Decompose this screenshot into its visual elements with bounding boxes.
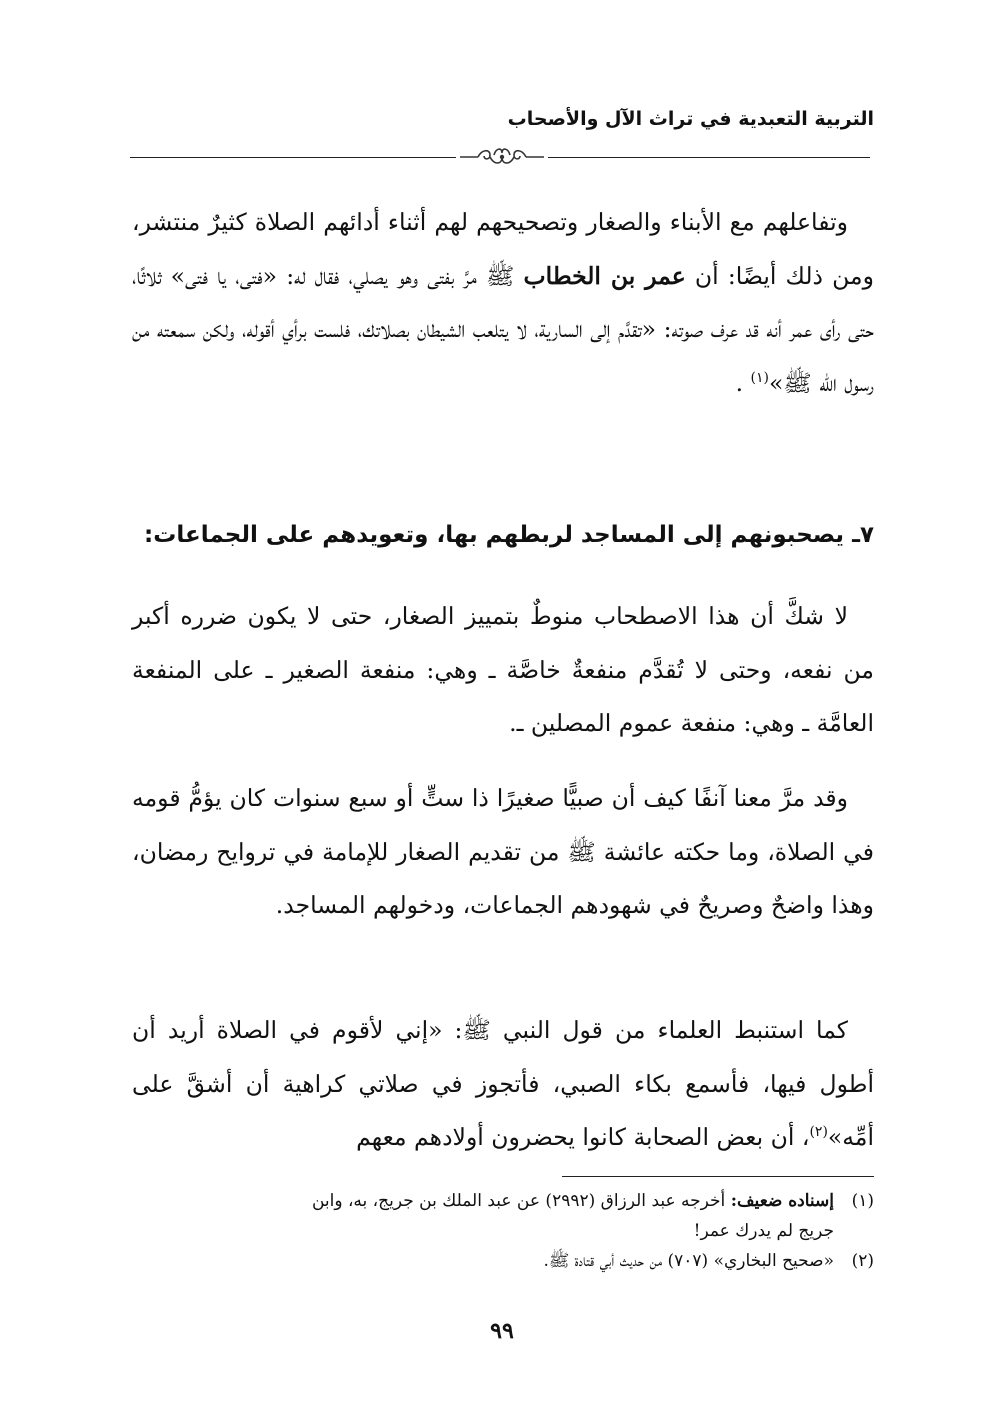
- paragraph-4-part-1: كما استنبط العلماء من قول النبي ﷺ: «إني لأقوم في الصلاة أريد أن أطول فيها، فأسمع بكاء الصبي، فأتجوز في صلاتي كراهية أن أشقَّ على أمِّه»: [132, 1016, 874, 1151]
- paragraph-4-part-2: ، أن بعض الصحابة كانوا يحضرون أولادهم معهم: [356, 1123, 810, 1151]
- footnote-1-continuation: جريج لم يدرك عمر!: [693, 1221, 834, 1241]
- section-heading: ٧ـ يصحبونهم إلى المساجد لربطهم بها، وتعويدهم على الجماعات:: [144, 522, 874, 548]
- footnote-label: إسناده ضعيف:: [730, 1191, 834, 1211]
- footnote-number: (٢): [851, 1251, 874, 1271]
- paragraph-4: [132, 1004, 874, 1165]
- footnote-rule: [562, 1176, 874, 1177]
- paragraph-1: [132, 196, 874, 410]
- footnote-text: «صحيح البخاري» (٧٠٧) من حديث أبي قتادة ﷺ.: [543, 1251, 834, 1271]
- footnote-text: أخرجه عبد الرزاق (٢٩٩٢) عن عبد الملك بن جريج، به، وابن: [311, 1191, 731, 1211]
- page-number: ٩٩: [490, 1318, 514, 1344]
- footnote-ref-1[interactable]: (١): [750, 369, 769, 386]
- header-ornament-icon: [456, 143, 548, 171]
- paragraph-2: لا شكَّ أن هذا الاصطحاب منوطٌ بتمييز الصغار، حتى لا يكون ضرره أكبر من نفعه، وحتى لا تُقدَّم منفعةٌ خاصَّة ـ وهي: منفعة الصغير ـ على المنفعة العامَّة ـ وهي: منفعة عموم المصلين ـ.: [132, 602, 874, 737]
- paragraph-1-end: .: [735, 368, 751, 397]
- paragraph-1-part-2: ﷺ مرَّ بفتى وهو يصلي، فقال له: «فتى، يا فتى» ثلاثًا، حتى رأى عمر أنه قد عرف صوته: «تقدَّم إلى السارية، لا يتلعب الشيطان بصلاتك، فلست برأي أقوله، ولكن سمعته من رسول الله ﷺ»: [132, 261, 874, 397]
- bold-name-umar: عمر بن الخطاب: [523, 261, 686, 290]
- paragraph-3: وقد مرَّ معنا آنفًا كيف أن صبيًّا صغيرًا ذا ستٍّ أو سبع سنوات كان يؤمُّ قومه في الصلاة، وما حكته عائشة ﷺ من تقديم الصغار للإمامة في تروايح رمضان، وهذا واضحٌ وصريحٌ في شهودهم الجماعات، ودخولهم المساجد.: [132, 784, 874, 919]
- paragraph-1-part-1: وتفاعلهم مع الأبناء والصغار وتصحيحهم لهم أثناء أدائهم الصلاة كثيرٌ منتشر، ومن ذلك أيضًا: أن: [132, 208, 874, 290]
- footnote-ref-2[interactable]: (٢): [809, 1124, 828, 1141]
- footnote-1: [132, 1186, 874, 1216]
- footnotes: [132, 1186, 874, 1276]
- footnote-2: [132, 1246, 874, 1276]
- footnote-number: (١): [851, 1191, 874, 1211]
- running-header: التربية التعبدية في تراث الآل والأصحاب: [507, 108, 874, 130]
